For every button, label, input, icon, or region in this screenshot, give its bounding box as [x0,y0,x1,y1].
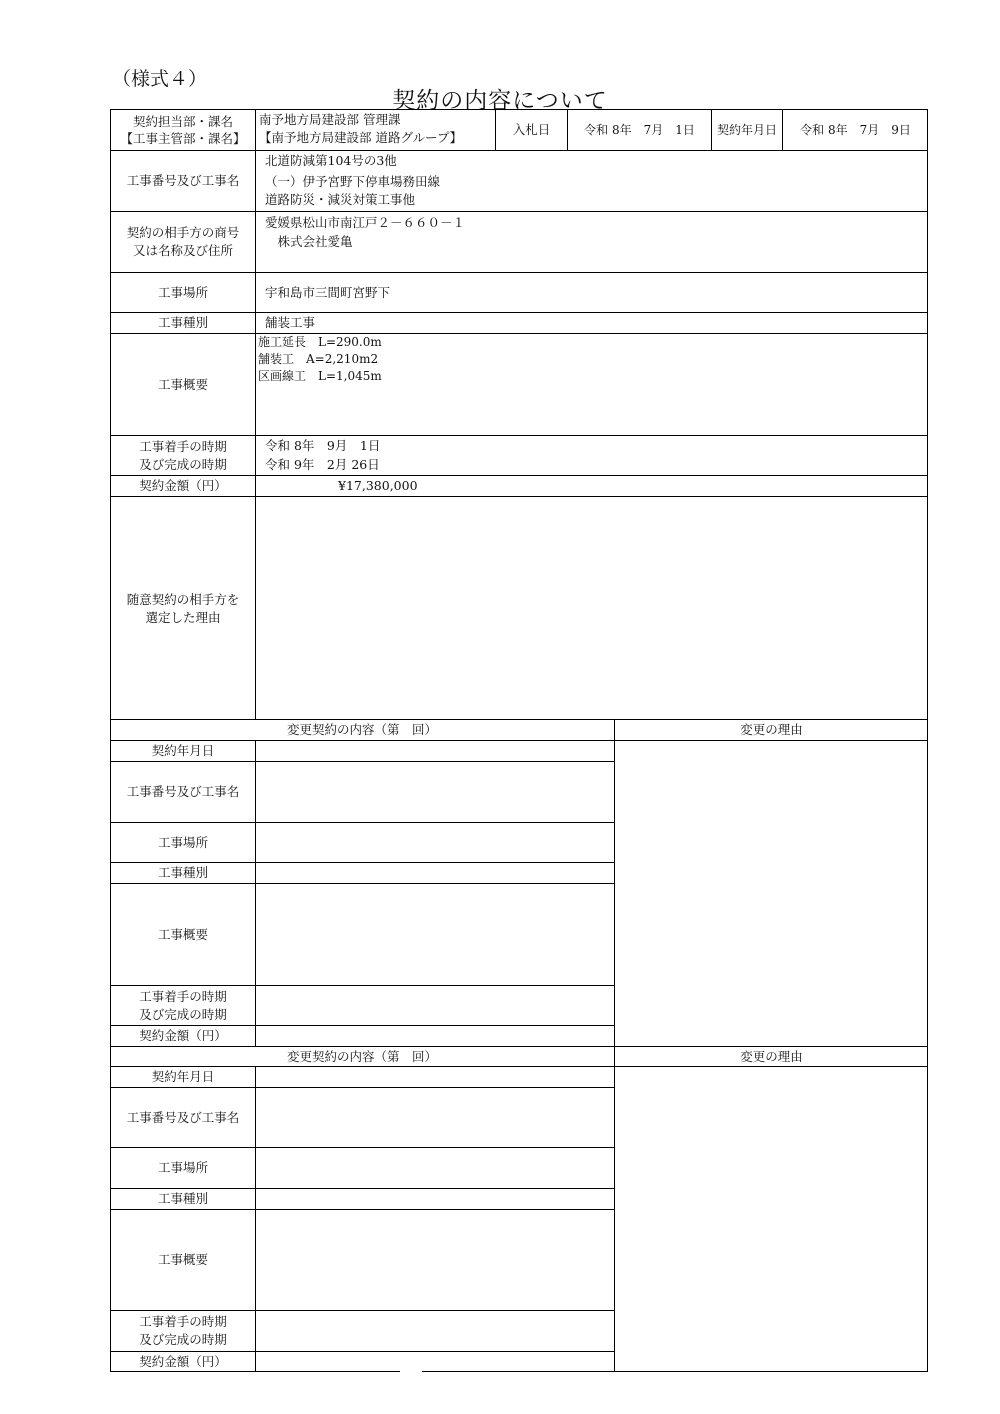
site-label: 工事場所 [157,284,208,300]
dept-label-line1: 契約担当部・課名 [132,114,233,129]
change1-date-label: 契約年月日 [151,743,215,758]
reason-label [110,497,256,720]
partner-label [110,212,256,272]
period-end: 令和 9年 2月 26日 [265,457,380,472]
period-label [110,436,256,475]
change2-reason-header: 変更の理由 [740,1048,803,1064]
work-no-label: 工事番号及び工事名 [126,173,240,188]
change2-type-label: 工事種別 [157,1191,208,1206]
partner-address: 愛媛県松山市南江戸２－６６０－１ [265,215,466,230]
form-code: （様式４） [112,68,208,90]
work-no-line2: （一）伊予宮野下停車場務田線 [265,174,441,189]
work-no-line1: 北道防減第104号の3他 [265,153,397,168]
amount-value: ¥17,380,000 [338,478,418,493]
reason-value-area [257,498,925,718]
summary-label: 工事概要 [157,376,208,392]
change2-site-label: 工事場所 [157,1160,208,1175]
change2-period-label [110,1311,256,1351]
bottom-mark [400,1371,422,1373]
contract-date-value: 令和 8年 7月 9日 [800,123,911,137]
change2-summary-label: 工事概要 [157,1252,208,1267]
change1-reason-header: 変更の理由 [740,722,803,737]
change1-period-label [110,986,256,1025]
change1-header: 変更契約の内容（第 回） [286,722,437,737]
site-value: 宇和島市三間町宮野下 [265,285,391,300]
work-no-line3: 道路防災・減災対策工事他 [265,192,416,207]
partner-label-line2: 又は名称及び住所 [132,243,233,258]
reason-label-line2: 選定した理由 [145,609,221,625]
period-label-line1: 工事着手の時期 [139,438,227,454]
change1-summary-label: 工事概要 [157,926,208,942]
period-label-line2: 及び完成の時期 [139,456,227,472]
contract-date-label: 契約年月日 [716,123,777,137]
amount-label: 契約金額（円） [139,478,227,493]
dept-label-line2: 【工事主管部・課名】 [120,131,246,146]
change2-date-label: 契約年月日 [151,1069,215,1084]
partner-label-line1: 契約の相手方の商号 [126,225,240,240]
dept-value-line2: 【南予地方局建設部 道路グループ】 [259,130,463,145]
type-value: 舗装工事 [265,315,316,330]
type-label: 工事種別 [157,315,208,330]
summary-line1: 施工延長 L=290.0m [258,335,382,349]
change1-period-line2: 及び完成の時期 [139,1006,227,1022]
period-start: 令和 8年 9月 1日 [265,438,381,453]
reason-label-line1: 随意契約の相手方を [126,591,240,607]
change2-period-line2: 及び完成の時期 [139,1332,227,1347]
bid-date-value: 令和 8年 7月 1日 [584,123,695,137]
change2-amount-label: 契約金額（円） [139,1354,227,1369]
change2-work-no-label: 工事番号及び工事名 [126,1109,240,1125]
change1-period-line1: 工事着手の時期 [139,988,227,1004]
dept-value-line1: 南予地方局建設部 管理課 [259,112,401,127]
change1-work-no-label: 工事番号及び工事名 [126,784,240,799]
change2-header: 変更契約の内容（第 回） [286,1048,437,1064]
document-title: 契約の内容について [392,88,608,114]
dept-label [110,110,256,150]
summary-line2: 舗装工 A=2,210m2 [258,352,379,366]
change1-type-label: 工事種別 [157,865,208,880]
summary-line3: 区画線工 L=1,045m [258,369,382,383]
partner-name: 株式会社愛亀 [265,234,353,249]
change1-site-label: 工事場所 [157,834,208,850]
bid-date-label: 入札日 [512,122,551,137]
change1-amount-label: 契約金額（円） [139,1028,227,1043]
change2-period-line1: 工事着手の時期 [139,1314,227,1329]
